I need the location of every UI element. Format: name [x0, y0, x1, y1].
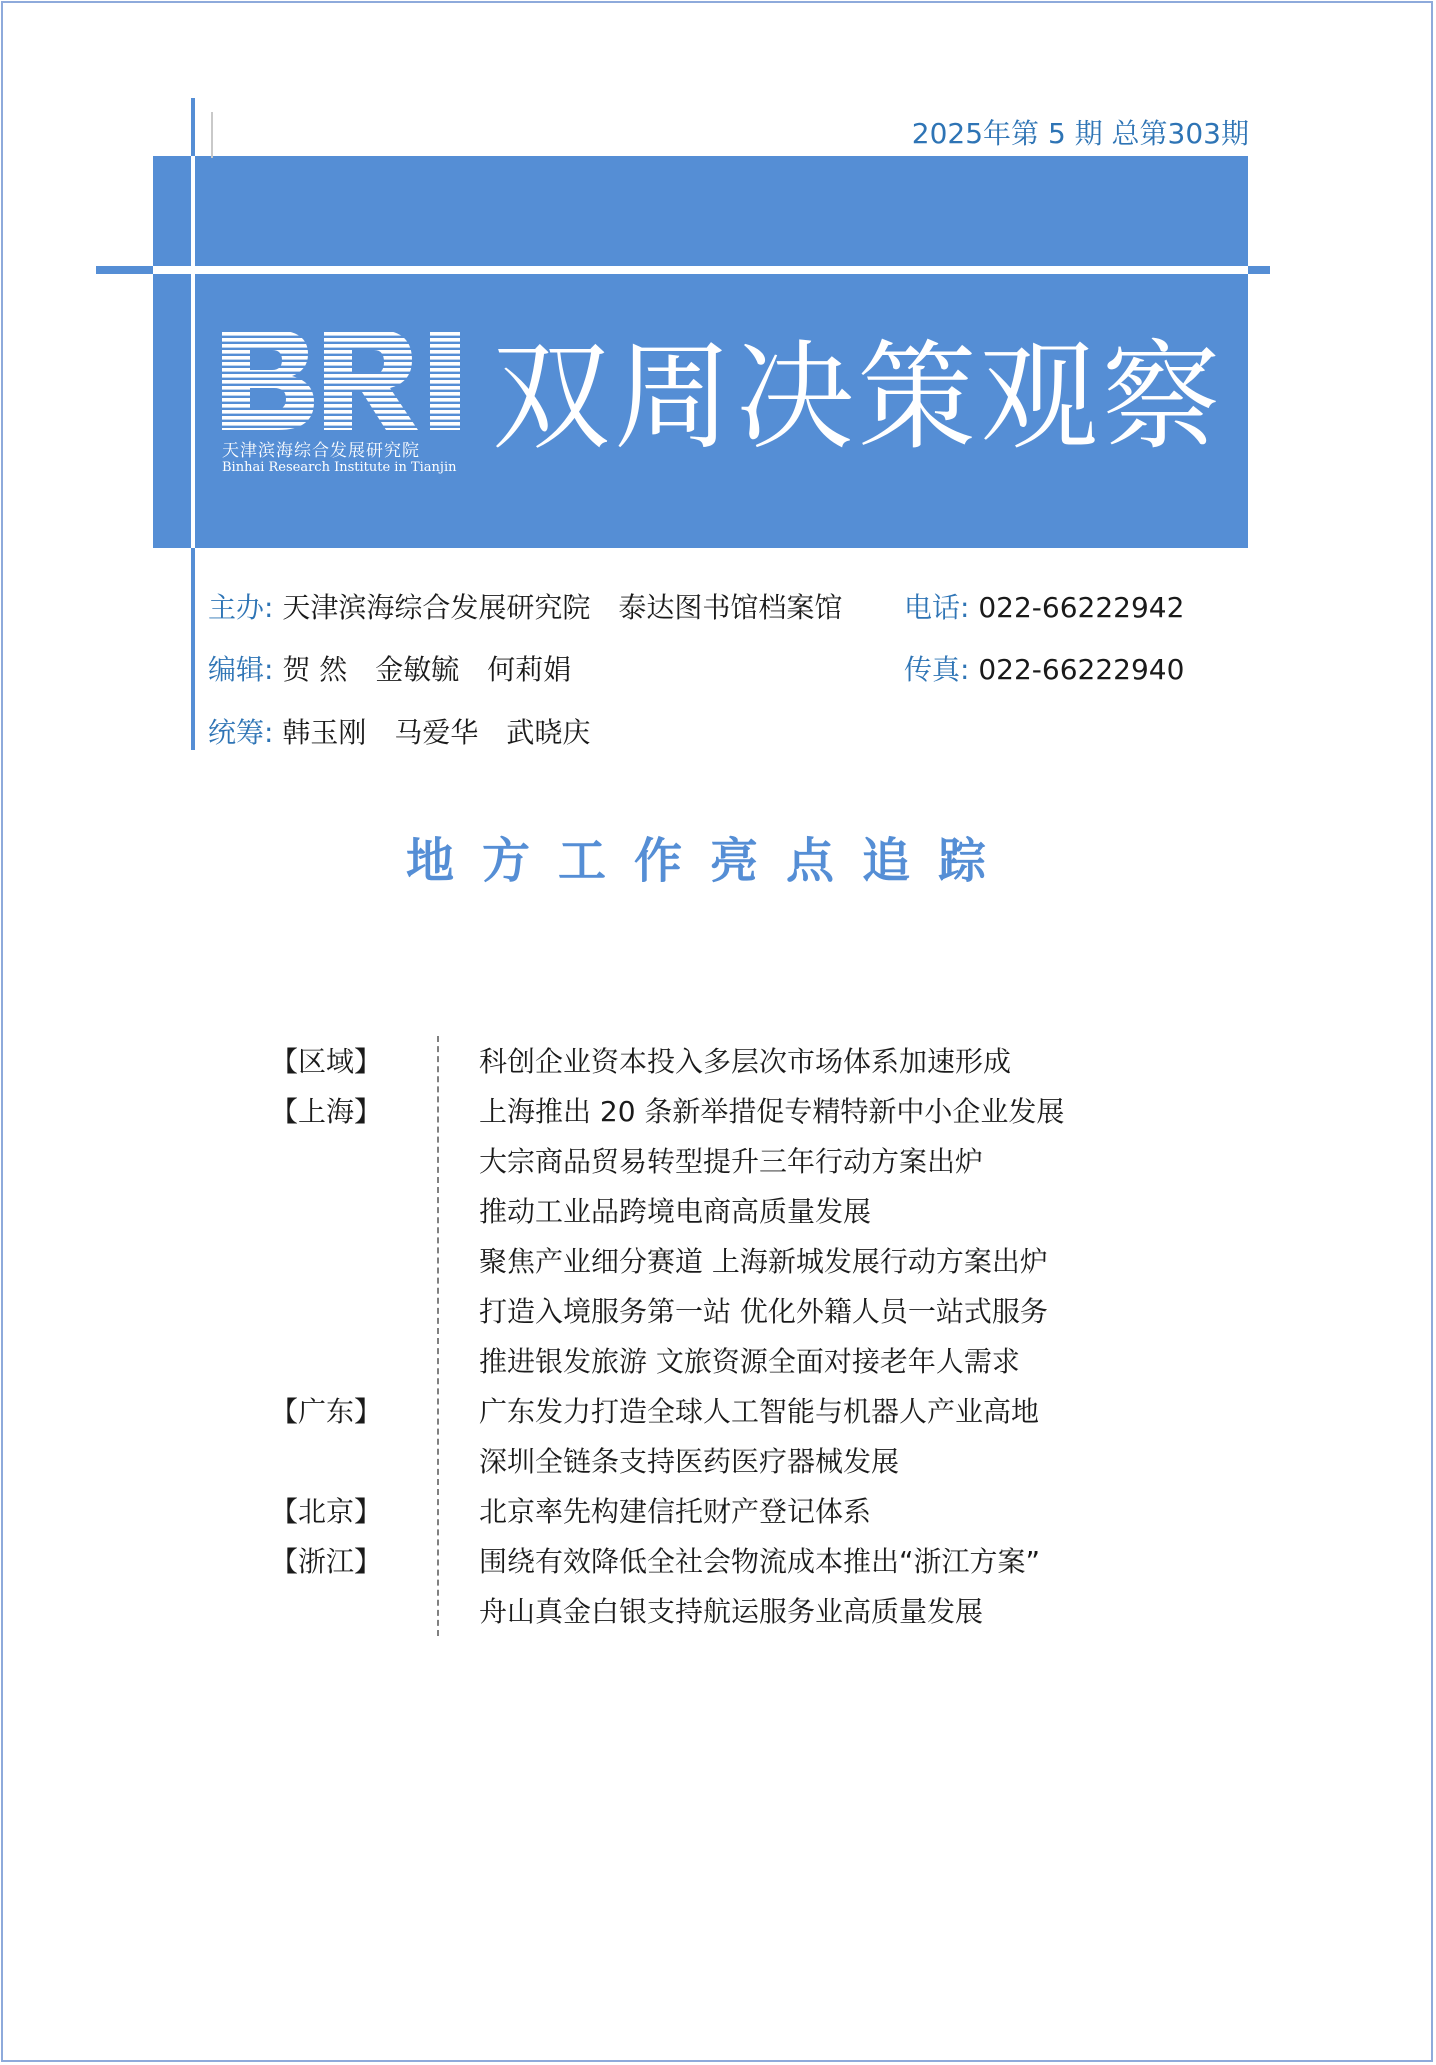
toc-row[interactable] [0, 1236, 1436, 1286]
table-of-contents [0, 1036, 1436, 1636]
toc-row[interactable] [0, 1486, 1436, 1536]
toc-row[interactable] [0, 1086, 1436, 1136]
toc-row[interactable] [0, 1586, 1436, 1636]
toc-row[interactable] [0, 1136, 1436, 1186]
info-host [208, 586, 842, 626]
toc-item-title[interactable]: 推进银发旅游 文旅资源全面对接老年人需求 [479, 1345, 1020, 1378]
toc-item-title[interactable]: 打造入境服务第一站 优化外籍人员一站式服务 [479, 1295, 1048, 1328]
logo-org-name-cn: 天津滨海综合发展研究院 [222, 441, 420, 461]
toc-row[interactable] [0, 1386, 1436, 1436]
bri-logo [220, 326, 468, 478]
toc-item-title[interactable]: 围绕有效降低全社会物流成本推出“浙江方案” [479, 1545, 1041, 1578]
toc-item-title[interactable]: 北京率先构建信托财产登记体系 [479, 1495, 872, 1528]
toc-item-title[interactable]: 舟山真金白银支持航运服务业高质量发展 [479, 1595, 984, 1628]
toc-category: 【北京】 [269, 1495, 382, 1528]
info-coordinator [208, 711, 590, 751]
toc-row[interactable] [0, 1036, 1436, 1086]
fax-label: 传真: [904, 653, 970, 686]
info-fax [904, 648, 1184, 688]
toc-category: 【浙江】 [269, 1545, 382, 1578]
fax-value: 022-66222940 [978, 653, 1185, 686]
toc-row[interactable] [0, 1186, 1436, 1236]
tel-value: 022-66222942 [978, 591, 1185, 624]
logo-org-name-en: Binhai Research Institute in Tianjin [222, 460, 457, 475]
toc-row[interactable] [0, 1436, 1436, 1486]
coordinator-label: 统筹: [208, 716, 274, 749]
toc-item-title[interactable]: 推动工业品跨境电商高质量发展 [479, 1195, 872, 1228]
decorative-thin-rule [211, 112, 213, 158]
info-tel [904, 586, 1184, 626]
tel-label: 电话: [904, 591, 970, 624]
bri-logo-mark [220, 326, 468, 434]
toc-category: 【上海】 [269, 1095, 382, 1128]
host-label: 主办: [208, 591, 274, 624]
coordinator-value: 韩玉刚 马爱华 武晓庆 [282, 716, 591, 749]
toc-item-title[interactable]: 大宗商品贸易转型提升三年行动方案出炉 [479, 1145, 984, 1178]
section-title: 地方工作亮点追踪 [405, 833, 1014, 889]
toc-category: 【广东】 [269, 1395, 382, 1428]
toc-item-title[interactable]: 深圳全链条支持医药医疗器械发展 [479, 1445, 900, 1478]
toc-category: 【区域】 [269, 1045, 382, 1078]
toc-item-title[interactable]: 上海推出 20 条新举措促专精特新中小企业发展 [479, 1095, 1065, 1128]
host-value: 天津滨海综合发展研究院 泰达图书馆档案馆 [282, 591, 843, 624]
decorative-horizontal-rule-highlight [153, 266, 1248, 274]
editor-value: 贺 然 金敏毓 何莉娟 [282, 653, 572, 686]
editor-label: 编辑: [208, 653, 274, 686]
issue-number: 2025年第 5 期 总第303期 [911, 117, 1249, 150]
info-editor [208, 648, 571, 688]
toc-item-title[interactable]: 科创企业资本投入多层次市场体系加速形成 [479, 1045, 1012, 1078]
toc-row[interactable] [0, 1336, 1436, 1386]
toc-item-title[interactable]: 广东发力打造全球人工智能与机器人产业高地 [479, 1395, 1040, 1428]
toc-row[interactable] [0, 1286, 1436, 1336]
toc-row[interactable] [0, 1536, 1436, 1586]
toc-item-title[interactable]: 聚焦产业细分赛道 上海新城发展行动方案出炉 [479, 1245, 1048, 1278]
decorative-vertical-rule-highlight [191, 156, 195, 548]
masthead-title: 双周决策观察 [492, 328, 1225, 466]
